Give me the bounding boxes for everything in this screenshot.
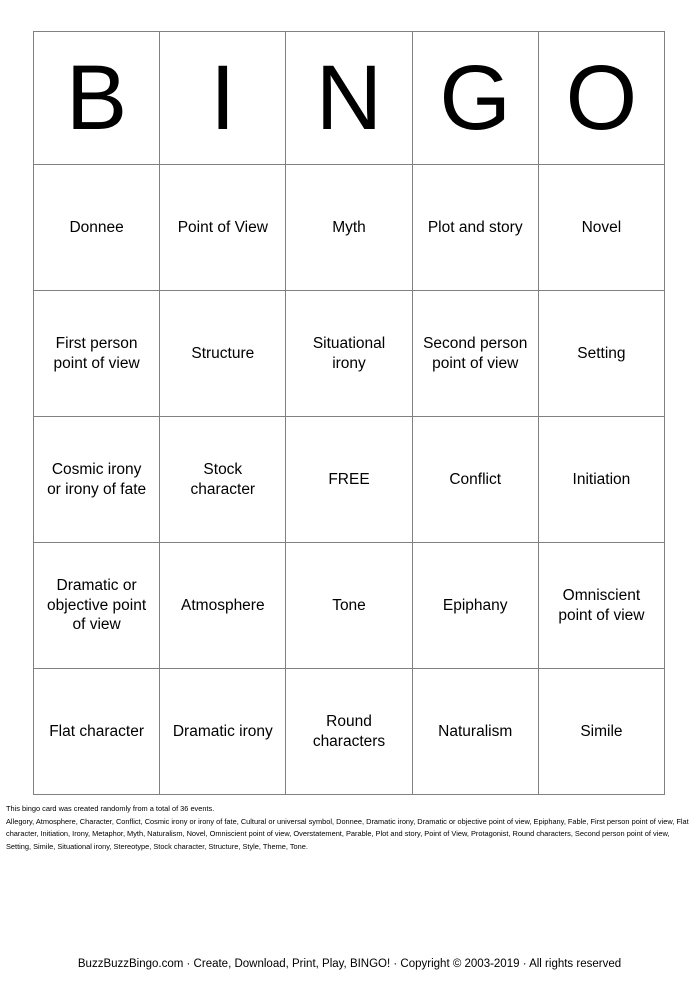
bingo-header-letter-i: I: [160, 32, 286, 165]
wordlist-intro: This bingo card was created randomly from a total of 36 events.: [6, 804, 215, 813]
bingo-header-letter-n: N: [286, 32, 412, 165]
bingo-cell-n1[interactable]: Myth: [286, 165, 412, 291]
bingo-cell-b1[interactable]: Donnee: [34, 165, 160, 291]
bingo-cell-g3[interactable]: Conflict: [413, 417, 539, 543]
bingo-cell-g2[interactable]: Second person point of view: [413, 291, 539, 417]
bingo-header-letter-g: G: [413, 32, 539, 165]
bingo-cell-i5[interactable]: Dramatic irony: [160, 669, 286, 795]
bingo-cell-i1[interactable]: Point of View: [160, 165, 286, 291]
bingo-row-5: [34, 669, 665, 795]
bingo-cell-b4[interactable]: Dramatic or objective point of view: [34, 543, 160, 669]
bingo-cell-g4[interactable]: Epiphany: [413, 543, 539, 669]
bingo-cell-o4[interactable]: Omniscient point of view: [539, 543, 665, 669]
bingo-cell-o3[interactable]: Initiation: [539, 417, 665, 543]
bingo-cell-g1[interactable]: Plot and story: [413, 165, 539, 291]
bingo-cell-n5[interactable]: Round characters: [286, 669, 412, 795]
bingo-cell-i4[interactable]: Atmosphere: [160, 543, 286, 669]
bingo-cell-i3[interactable]: Stock character: [160, 417, 286, 543]
bingo-cell-b5[interactable]: Flat character: [34, 669, 160, 795]
bingo-card: [33, 31, 665, 795]
bingo-grid-body: [34, 165, 665, 795]
bingo-cell-n4[interactable]: Tone: [286, 543, 412, 669]
bingo-cell-o1[interactable]: Novel: [539, 165, 665, 291]
bingo-cell-free-space[interactable]: FREE: [286, 417, 412, 543]
bingo-row-4: [34, 543, 665, 669]
bingo-cell-b2[interactable]: First person point of view: [34, 291, 160, 417]
bingo-header-letter-o: O: [539, 32, 665, 165]
bingo-header-letter-b: B: [34, 32, 160, 165]
bingo-row-3: [34, 417, 665, 543]
bingo-cell-i2[interactable]: Structure: [160, 291, 286, 417]
bingo-row-2: [34, 291, 665, 417]
bingo-row-1: [34, 165, 665, 291]
wordlist: [6, 803, 693, 854]
bingo-cell-n2[interactable]: Situational irony: [286, 291, 412, 417]
footer-copyright: BuzzBuzzBingo.com · Create, Download, Print, Play, BINGO! · Copyright © 2003-2019 · All rights reserved: [77, 958, 622, 970]
bingo-header-row: [34, 32, 665, 165]
bingo-cell-o5[interactable]: Simile: [539, 669, 665, 795]
wordlist-events: Allegory, Atmosphere, Character, Conflict, Cosmic irony or irony of fate, Cultural or universal symbol, Donnee, Dramatic irony, Dramatic or objective point of view, Epiphany, Fable, First person point of view, Flat character, Initiation, Irony, Metaphor, Myth, Naturalism, Novel, Omniscient point of view, Overstatement, Parable, Plot and story, Point of View, Protagonist, Round characters, Second person point of view, Setting, Simile, Situational irony, Stereotype, Stock character, Structure, Style, Theme, Tone.: [6, 816, 689, 852]
bingo-cell-g5[interactable]: Naturalism: [413, 669, 539, 795]
bingo-cell-b3[interactable]: Cosmic irony or irony of fate: [34, 417, 160, 543]
bingo-cell-o2[interactable]: Setting: [539, 291, 665, 417]
